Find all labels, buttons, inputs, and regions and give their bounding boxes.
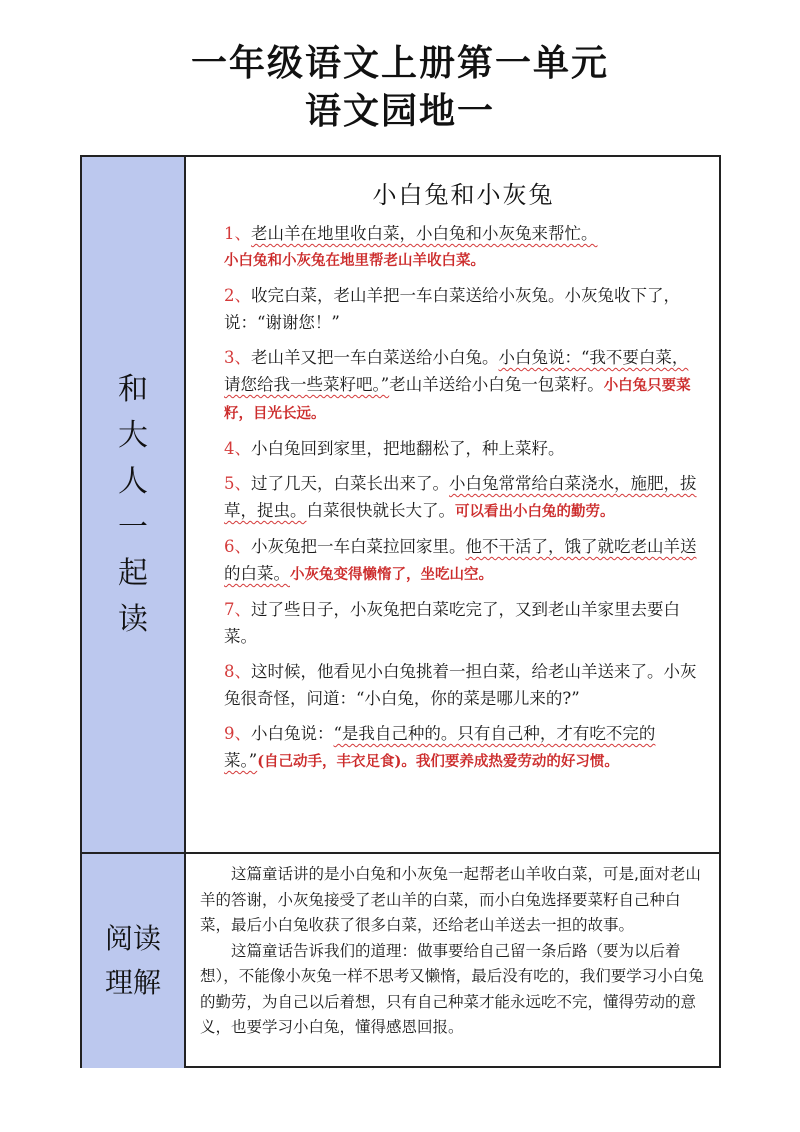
story-paragraph-6 xyxy=(224,533,703,588)
underlined-text: “是我自己种的。只有自己种，才有吃不完的菜。” xyxy=(224,724,656,770)
story-paragraph-4 xyxy=(224,435,703,462)
story-paragraph-8 xyxy=(224,658,703,712)
underlined-text: 小白兔常常给白菜浇水，施肥，拔草，捉虫。 xyxy=(224,474,697,520)
read-together-char: 人 xyxy=(118,464,148,499)
read-together-label xyxy=(118,367,148,643)
annotation-note: 可以看出小白兔的勤劳。 xyxy=(455,503,615,520)
paragraph-text: 小白兔说： xyxy=(251,724,334,743)
story-section xyxy=(186,157,719,852)
underlined-text: 小白兔说：“我不要白菜，请您给我一些菜籽吧。” xyxy=(224,348,689,394)
read-together-text xyxy=(118,367,148,643)
comprehension-label-line2: 理解 xyxy=(104,965,161,999)
paragraph-number: 5、 xyxy=(224,474,251,493)
summary-paragraph-2: 这篇童话告诉我们的道理：做事要给自己留一条后路（要为以后着想），不能像小灰兔一样不思考又懒惰，最后没有吃的，我们要学习小白兔的勤劳，为自己以后着想，只有自己种菜才能永远吃不完，懂得劳动的意义，也要学习小白兔，懂得感恩回报。 xyxy=(200,941,704,1036)
read-together-char: 读 xyxy=(118,602,148,637)
page-header xyxy=(0,40,800,136)
story-paragraph-3 xyxy=(224,344,703,427)
story-title: 小白兔和小灰兔 xyxy=(372,181,555,209)
paragraph-text: 小白兔回到家里，把地翻松了，种上菜籽。 xyxy=(251,439,565,458)
read-together-char: 大 xyxy=(118,418,148,453)
story-paragraph-1 xyxy=(224,220,703,274)
comprehension-label xyxy=(105,917,161,1005)
paragraph-number: 7、 xyxy=(224,600,251,619)
comprehension-section xyxy=(186,854,719,1066)
annotation-note: (自己动手，丰衣足食)。我们要养成热爱劳动的好习惯。 xyxy=(257,753,619,770)
page-title: 一年级语文上册第一单元 xyxy=(190,43,609,84)
comprehension-label-line1: 阅读 xyxy=(104,921,161,955)
paragraph-text: 小灰兔把一车白菜拉回家里。 xyxy=(251,537,466,556)
paragraph-number: 1、 xyxy=(224,224,251,243)
paragraph-text: 老山羊在地里收白菜，小白兔和小灰兔来帮忙。 xyxy=(251,224,598,243)
annotation-note: 小白兔只要菜籽，目光长远。 xyxy=(224,377,691,422)
story-paragraph-5 xyxy=(224,470,703,525)
page-subtitle: 语文园地一 xyxy=(304,91,495,132)
paragraph-number: 8、 xyxy=(224,662,251,681)
paragraph-text: 收完白菜，老山羊把一车白菜送给小灰兔。小灰兔收下了，说：“谢谢您！” xyxy=(224,286,680,332)
annotation-note: 小灰兔变得懒惰了，坐吃山空。 xyxy=(290,566,493,583)
section-label-read-together xyxy=(82,157,186,853)
paragraph-number: 4、 xyxy=(224,439,251,458)
story-paragraph-2 xyxy=(224,282,703,336)
annotation-note: 小白兔和小灰兔在地里帮老山羊收白菜。 xyxy=(224,252,485,269)
paragraph-number: 3、 xyxy=(224,348,251,367)
paragraph-text: 老山羊送给小白兔一包菜籽。 xyxy=(389,375,604,394)
story-paragraph-7 xyxy=(224,596,703,650)
paragraph-text: 过了几天，白菜长出来了。 xyxy=(251,474,449,493)
paragraph-text: 这时候，他看见小白兔挑着一担白菜，给老山羊送来了。小灰兔很奇怪，问道：“小白兔，你的菜是哪儿来的?” xyxy=(224,662,697,708)
paragraph-text: 过了些日子，小灰兔把白菜吃完了，又到老山羊家里去要白菜。 xyxy=(224,600,680,646)
worksheet-table xyxy=(80,155,721,1068)
paragraph-number: 9、 xyxy=(224,724,251,743)
read-together-char: 一 xyxy=(118,510,148,545)
read-together-char: 起 xyxy=(118,556,148,591)
paragraph-number: 2、 xyxy=(224,286,251,305)
story-paragraph-9 xyxy=(224,720,703,775)
summary-paragraph-1: 这篇童话讲的是小白兔和小灰兔一起帮老山羊收白菜，可是,面对老山羊的答谢，小灰兔接受了老山羊的白菜，而小白兔选择要菜籽自己种白菜，最后小白兔收获了很多白菜，还给老山羊送去一担的故事。 xyxy=(200,865,701,934)
paragraph-text: 白菜很快就长大了。 xyxy=(306,501,455,520)
section-label-comprehension xyxy=(82,853,186,1068)
underlined-text: 他不干活了，饿了就吃老山羊送的白菜。 xyxy=(224,537,697,583)
paragraph-text: 老山羊又把一车白菜送给小白兔。 xyxy=(251,348,499,367)
read-together-char: 和 xyxy=(118,372,148,407)
paragraph-number: 6、 xyxy=(224,537,251,556)
